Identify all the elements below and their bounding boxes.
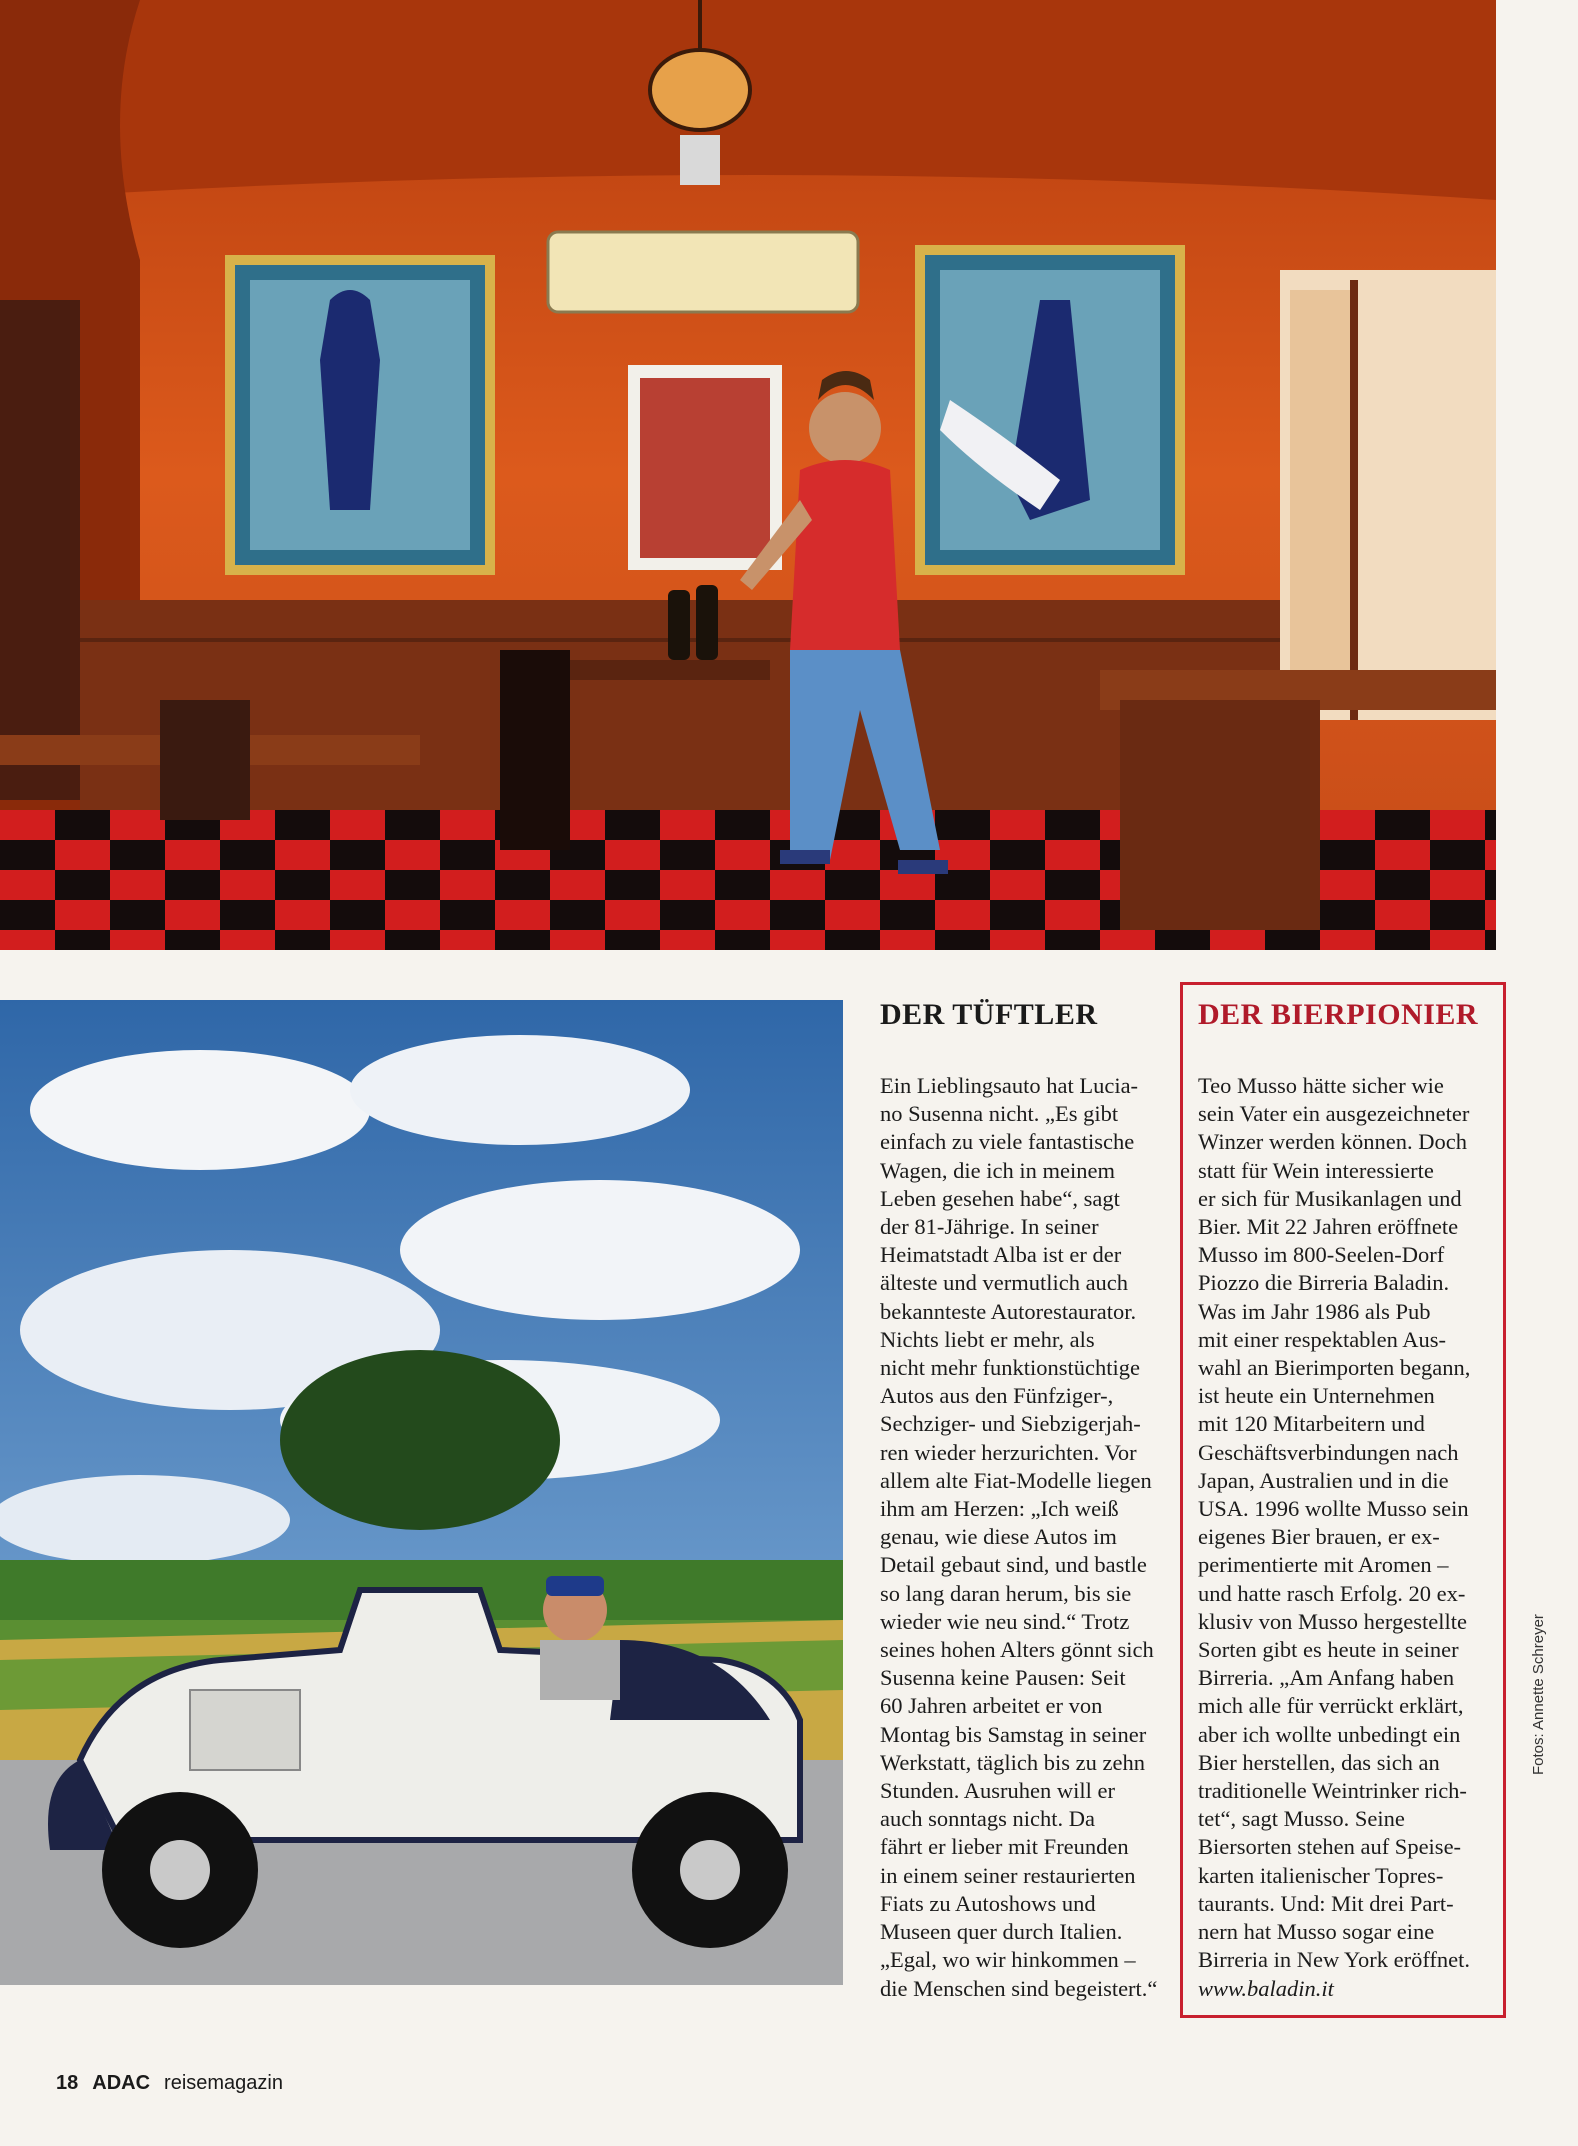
right-article-body [1198,1072,1498,2003]
text-line: karten italienischer Topres- [1198,1862,1444,1888]
magazine-name: reisemagazin [164,2072,283,2094]
text-line: die Menschen sind begeistert.“ [880,1975,1158,2001]
text-line: nicht mehr funktionstüchtige [880,1355,1140,1381]
text-line: perimentierte mit Aromen – [1198,1552,1449,1578]
text-line: wieder wie neu sind.“ Trotz [880,1608,1130,1634]
text-line: mit einer respektablen Aus- [1198,1326,1447,1352]
page-number: 18 [56,2072,79,2094]
text-line: nern hat Musso sogar eine [1198,1919,1435,1945]
text-line: Sechziger- und Siebzigerjah- [880,1411,1141,1437]
text-line: Piozzo die Birreria Baladin. [1198,1270,1450,1296]
text-line: taurants. Und: Mit drei Part- [1198,1890,1454,1916]
text-line: Winzer werden können. Doch [1198,1129,1467,1155]
text-line: bekannteste Autorestaurator. [880,1298,1137,1324]
text-line: statt für Wein interessierte [1198,1157,1434,1183]
vintage-car-photo [0,1000,843,1985]
text-line: „Egal, wo wir hinkommen – [880,1947,1136,1973]
text-line: und hatte rasch Erfolg. 20 ex- [1198,1580,1466,1606]
text-line: Museen quer durch Italien. [880,1919,1123,1945]
text-line: in einem seiner restaurierten [880,1862,1136,1888]
text-line: Leben gesehen habe“, sagt [880,1185,1120,1211]
text-line: Teo Musso hätte sicher wie [1198,1073,1444,1098]
text-line: klusiv von Musso hergestellte [1198,1608,1467,1634]
text-line: no Susenna nicht. „Es gibt [880,1101,1119,1127]
text-line: Susenna keine Pausen: Seit [880,1665,1126,1691]
text-line: Geschäftsverbindungen nach [1198,1439,1459,1465]
text-line: Heimatstadt Alba ist er der [880,1242,1122,1268]
text-line: Fiats zu Autoshows und [880,1890,1096,1916]
text-line: Autos aus den Fünfziger-, [880,1383,1114,1409]
text-line: USA. 1996 wollte Musso sein [1198,1496,1469,1522]
text-line: Sorten gibt es heute in seiner [1198,1637,1459,1663]
text-line: Wagen, die ich in meinem [880,1157,1115,1183]
text-line: mich alle für verrückt erklärt, [1198,1693,1464,1719]
text-line: mit 120 Mitarbeitern und [1198,1411,1425,1437]
page-footer [56,2072,283,2095]
text-line: ist heute ein Unternehmen [1198,1383,1435,1409]
text-line: er sich für Musikanlagen und [1198,1185,1462,1211]
text-line: Was im Jahr 1986 als Pub [1198,1298,1431,1324]
text-line: einfach zu viele fantastische [880,1129,1135,1155]
text-line: älteste und vermutlich auch [880,1270,1129,1296]
text-line: Japan, Australien und in die [1198,1467,1449,1493]
photo-credit: Fotos: Annette Schreyer [1530,1614,1547,1775]
text-line: Montag bis Samstag in seiner [880,1721,1147,1747]
text-line: fährt er lieber mit Freunden [880,1834,1129,1860]
text-line: Werkstatt, täglich bis zu zehn [880,1749,1145,1775]
text-line: eigenes Bier brauen, er ex- [1198,1524,1440,1550]
left-article-body [880,1072,1162,2003]
website-url[interactable]: www.baladin.it [1198,1975,1334,2001]
text-line: Biersorten stehen auf Speise- [1198,1834,1462,1860]
text-line: sein Vater ein ausgezeichneter [1198,1101,1470,1127]
text-line: traditionelle Weintrinker rich- [1198,1778,1467,1804]
text-line: ren wieder herzurichten. Vor [880,1439,1137,1465]
text-line: wahl an Bierimporten begann, [1198,1355,1471,1381]
pub-interior-photo [0,0,1496,950]
text-line: auch sonntags nicht. Da [880,1806,1095,1832]
text-line: aber ich wollte unbedingt ein [1198,1721,1461,1747]
text-line: 60 Jahren arbeitet er von [880,1693,1103,1719]
text-line: tet“, sagt Musso. Seine [1198,1806,1405,1832]
text-line: Ein Lieblingsauto hat Lucia- [880,1073,1139,1098]
brand-logo-text: ADAC [92,2072,151,2094]
text-line: Detail gebaut sind, und bastle [880,1552,1147,1578]
text-line: seines hohen Alters gönnt sich [880,1637,1154,1663]
left-article-heading: DER TÜFTLER [880,998,1098,1031]
text-line: Bier herstellen, das sich an [1198,1749,1440,1775]
text-line: Birreria. „Am Anfang haben [1198,1665,1455,1691]
text-line: der 81-Jährige. In seiner [880,1214,1099,1240]
text-line: Nichts liebt er mehr, als [880,1326,1095,1352]
text-line: genau, wie diese Autos im [880,1524,1117,1550]
text-line: ihm am Herzen: „Ich weiß [880,1496,1119,1522]
text-line: allem alte Fiat-Modelle liegen [880,1467,1152,1493]
text-line: Stunden. Ausruhen will er [880,1778,1115,1804]
right-article-heading: DER BIERPIONIER [1198,998,1479,1031]
text-line: Musso im 800-Seelen-Dorf [1198,1242,1445,1268]
text-line: Bier. Mit 22 Jahren eröffnete [1198,1214,1459,1240]
text-line: Birreria in New York eröffnet. [1198,1947,1471,1973]
text-line: so lang daran herum, bis sie [880,1580,1132,1606]
